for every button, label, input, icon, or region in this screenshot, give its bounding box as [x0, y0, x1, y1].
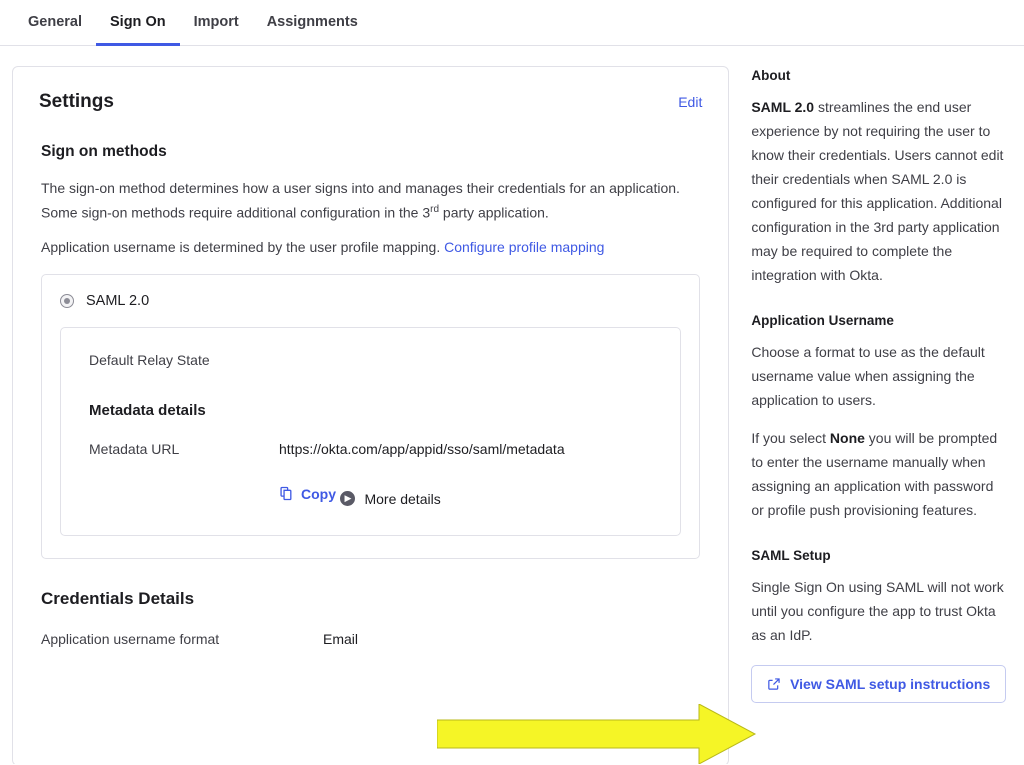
- page-content: [0, 46, 1024, 765]
- tab-import[interactable]: [180, 0, 253, 46]
- about-sidebar: [751, 66, 1006, 703]
- tab-sign-on-label: Sign On: [110, 13, 166, 30]
- sign-on-method-panel: [41, 274, 700, 559]
- application-username-none-keyword: None: [829, 430, 865, 446]
- sign-on-method-description-sup: rd: [430, 204, 440, 215]
- credentials-details-heading: Credentials Details: [41, 588, 195, 608]
- edit-button[interactable]: Edit: [678, 94, 703, 110]
- more-details-label: More details: [364, 490, 441, 507]
- radio-saml-2-0[interactable]: [60, 294, 74, 308]
- tab-general-label: General: [28, 13, 82, 30]
- sign-on-method-description-part2: party application.: [439, 204, 549, 221]
- configure-profile-mapping-link[interactable]: Configure profile mapping: [444, 238, 605, 255]
- settings-card-header: [39, 91, 702, 113]
- tab-general[interactable]: [14, 0, 96, 46]
- copy-icon: [279, 486, 294, 501]
- metadata-url-label: Metadata URL: [89, 440, 180, 457]
- saml-radio-row[interactable]: [60, 293, 681, 309]
- view-saml-setup-instructions-label: View SAML setup instructions: [790, 676, 991, 692]
- saml-setup-paragraph: Single Sign On using SAML will not work until you configure the app to trust Okta as an IdP.: [751, 579, 1004, 643]
- application-username-paragraph-1: Choose a format to use as the default username value when assigning the application to users.: [751, 344, 985, 408]
- application-username-paragraph-2-part2: you will be prompted to enter the username manually when assigning an application with password or profile push provisioning features.: [751, 430, 998, 518]
- tab-import-label: Import: [193, 13, 239, 30]
- about-paragraph-rest: streamlines the end user experience by not requiring the user to know their credentials. Users cannot edit their credentials when SAML 2.0 is configured for this application. Additional configuration in the 3rd party application may be required to complete the integration with Okta.: [751, 99, 1004, 283]
- about-paragraph-lead: SAML 2.0: [751, 99, 815, 115]
- application-username-paragraph-2-part1: If you select: [751, 430, 830, 446]
- credential-row-application-username-format: [41, 631, 702, 647]
- about-heading: About: [751, 68, 791, 83]
- external-link-icon: [767, 677, 781, 691]
- metadata-url-row: [89, 441, 652, 457]
- metadata-details-heading: Metadata details: [89, 401, 206, 419]
- saml-details-panel: [60, 327, 681, 536]
- tab-bar: [0, 0, 1024, 46]
- tab-assignments-label: Assignments: [266, 13, 358, 30]
- sign-on-method-description-part1: The sign-on method determines how a user signs into and manages their credentials for an application. Some sign-on methods require additional configuration in the 3: [41, 180, 680, 221]
- application-username-heading: Application Username: [751, 313, 894, 328]
- radio-saml-2-0-label: SAML 2.0: [86, 292, 150, 309]
- sign-on-methods-heading: Sign on methods: [41, 143, 167, 160]
- default-relay-state-row: [89, 352, 652, 368]
- application-username-format-value: Email: [323, 630, 359, 647]
- settings-card: [12, 66, 729, 765]
- page-title: Settings: [39, 91, 114, 112]
- saml-setup-heading: SAML Setup: [751, 548, 831, 563]
- application-username-description-text: Application username is determined by the user profile mapping.: [41, 238, 445, 255]
- default-relay-state-label: Default Relay State: [89, 351, 210, 368]
- sign-on-method-description: [41, 177, 681, 224]
- application-username-paragraph-2: [751, 426, 1006, 522]
- application-username-description: [41, 236, 681, 258]
- chevron-right-icon: ▶: [340, 491, 355, 506]
- tab-assignments[interactable]: [253, 0, 372, 46]
- metadata-url-value: https://okta.com/app/appid/sso/saml/metadata: [279, 440, 565, 457]
- copy-label: Copy: [301, 485, 336, 502]
- copy-metadata-url-button[interactable]: [279, 486, 336, 502]
- tab-sign-on[interactable]: [96, 0, 180, 46]
- about-paragraph: [751, 95, 1006, 287]
- application-username-format-label: Application username format: [41, 630, 220, 647]
- more-details-toggle[interactable]: [340, 491, 440, 507]
- view-saml-setup-instructions-button[interactable]: [751, 665, 1006, 703]
